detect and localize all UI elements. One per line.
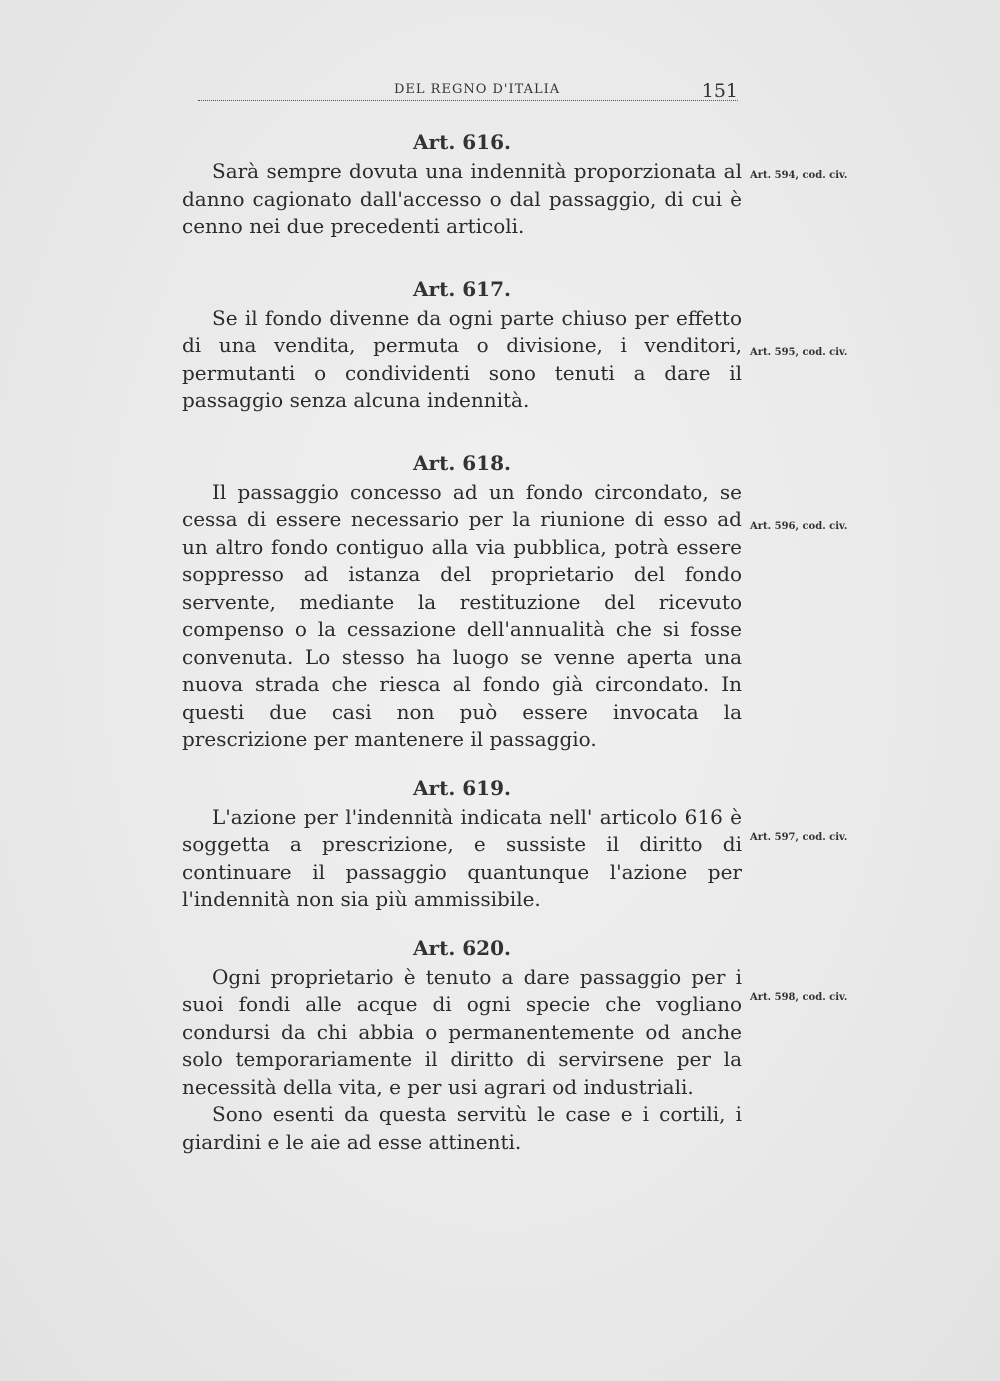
- marginal-note: Art. 597, cod. civ.: [750, 831, 848, 843]
- article-paragraph: Il passaggio concesso ad un fondo circondato, se cessa di essere necessario per la riunione di esso ad un altro fondo contiguo alla via pubblica, potrà essere soppresso ad istanza del proprietario del fondo servente, mediante la restituzione del ricevuto compenso o la cessazione dell'annualità che si fosse convenuta. Lo stesso ha luogo se venne aperta una nuova strada che riesca al fondo già circondato. In questi due casi non può essere invocata la prescrizione per mantenere il passaggio.: [182, 479, 742, 751]
- article-heading: Art. 617.: [413, 276, 511, 301]
- running-head: [198, 82, 738, 106]
- article-heading: Art. 619.: [413, 775, 511, 800]
- article-paragraph: Sarà sempre dovuta una indennità proporzionata al danno cagionato dall'accesso o dal passaggio, di cui è cenno nei due precedenti articoli.: [182, 159, 742, 238]
- body-text: [182, 128, 848, 1156]
- article-617: [182, 275, 848, 415]
- article-heading: Art. 620.: [413, 935, 511, 960]
- article-paragraph: Sono esenti da questa servitù le case e i cortili, i giardini e le aie ad esse attinenti.: [182, 1102, 742, 1154]
- header-rule: [198, 100, 738, 101]
- article-620: [182, 934, 848, 1157]
- article-616: [182, 128, 848, 241]
- article-paragraph: Ogni proprietario è tenuto a dare passaggio per i suoi fondi alle acque di ogni specie che vogliano condursi da chi abbia o permanentemente od anche solo temporariamente il diritto di servirsene per la necessità della vita, e per usi agrari od industriali.: [182, 964, 742, 1099]
- marginal-note: Art. 594, cod. civ.: [750, 170, 848, 181]
- running-title: DEL REGNO D'ITALIA: [394, 82, 561, 97]
- article-618: [182, 449, 848, 754]
- marginal-note: Art. 598, cod. civ.: [750, 991, 848, 1003]
- article-heading: Art. 616.: [413, 130, 511, 154]
- marginal-note: Art. 596, cod. civ.: [750, 520, 848, 532]
- marginal-note: Art. 595, cod. civ.: [750, 346, 848, 358]
- article-paragraph: Se il fondo divenne da ogni parte chiuso per effetto di una vendita, permuta o divisione, i venditori, permutanti o condividenti sono tenuti a dare il passaggio senza alcuna indennità.: [182, 305, 742, 412]
- article-heading: Art. 618.: [413, 450, 511, 475]
- article-619: [182, 774, 848, 914]
- article-paragraph: L'azione per l'indennità indicata nell' articolo 616 è soggetta a prescrizione, e sussiste il diritto di continuare il passaggio quantunque l'azione per l'indennità non sia più ammissibile.: [182, 804, 742, 911]
- page-number: 151: [701, 80, 738, 102]
